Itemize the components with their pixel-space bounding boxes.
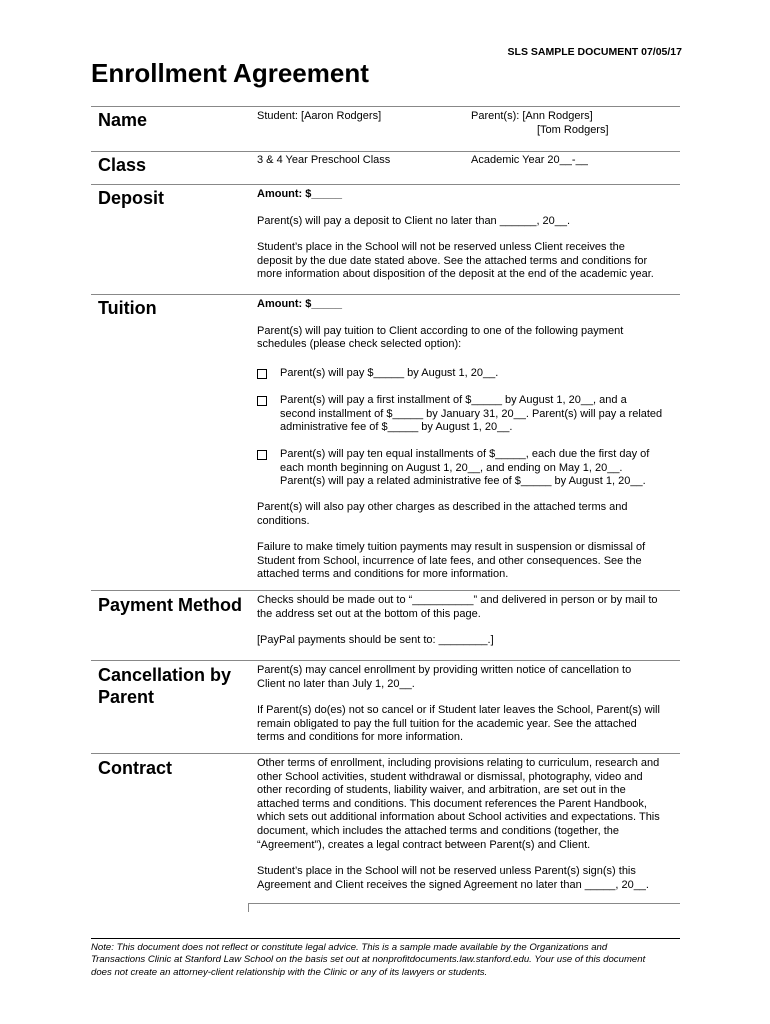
paypal-instructions: [PayPal payments should be sent to: ________.]	[257, 634, 494, 647]
deposit-reservation-text: Student’s place in the School will not be reserved unless Client receives the deposit by the due date stated above. See the attached terms and conditions for more information about disposition of the deposit at the end of the academic year.	[257, 241, 654, 281]
student-name: Student: [Aaron Rodgers]	[257, 110, 382, 122]
late-payment-text: Failure to make timely tuition payments may result in suspension or dismissal of Student from School, incurrence of late fees, and other consequences. See the attached terms and conditions for more information.	[257, 541, 646, 581]
other-charges-text: Parent(s) will also pay other charges as described in the attached terms and conditions.	[257, 501, 628, 527]
tuition-amount: Amount: $_____	[257, 298, 342, 310]
payment-method-section	[91, 590, 680, 663]
page-title: Enrollment Agreement	[91, 58, 369, 88]
checks-instructions: Checks should be made out to “__________” and delivered in person or by mail to the address set out at the bottom of this page.	[257, 594, 658, 620]
document-label: SLS SAMPLE DOCUMENT 07/05/17	[507, 46, 682, 58]
payment-option-1[interactable]: Parent(s) will pay $_____ by August 1, 20__.	[257, 367, 677, 381]
payment-method-label: Payment Method	[98, 595, 243, 615]
cancellation-section	[91, 660, 680, 755]
checkbox-icon[interactable]	[257, 450, 267, 460]
signature-deadline-text: Student’s place in the School will not be reserved unless Parent(s) sign(s) this Agreement and Client receives the signed Agreement no later than _____, 20__.	[257, 865, 649, 891]
checkbox-icon[interactable]	[257, 369, 267, 379]
contract-label: Contract	[98, 758, 173, 778]
parents-line-2: [Tom Rodgers]	[537, 123, 609, 136]
payment-option-3[interactable]: Parent(s) will pay ten equal installments of $_____, each due the first day of each month beginning on August 1, 20__, and ending on May 1, 20__. Parent(s) will pay a related administrative fee of $_____ by August 1, 20__.	[257, 448, 677, 489]
contract-section	[91, 753, 680, 904]
footer-disclaimer: Note: This document does not reflect or constitute legal advice. This is a sample made available by the Organizations and Transactions Clinic at Stanford Law School on the basis set out at nonprofitdocuments.law.stanford.edu. Your use of this document does not create an attorney-client relationship with the Clinic or any of its lawyers or students.	[91, 942, 646, 978]
class-label: Class	[98, 155, 147, 175]
contract-terms-text: Other terms of enrollment, including provisions relating to curriculum, research and other School activities, student withdrawal or dismissal, photography, video and other recording of students, liability waiver, and arbitration, are set out in the attached terms and conditions. This document references the Parent Handbook, which sets out additional information about School activities and expectations. This document, which includes the attached terms and conditions (together, the “Agreement”), creates a legal contract between Parent(s) and Client.	[257, 757, 660, 851]
class-section	[91, 151, 680, 186]
name-section	[91, 106, 680, 153]
deposit-amount: Amount: $_____	[257, 188, 342, 200]
tuition-intro: Parent(s) will pay tuition to Client according to one of the following payment schedules (please check selected option):	[257, 324, 624, 351]
tuition-section	[91, 294, 680, 591]
deposit-due-text: Parent(s) will pay a deposit to Client no later than ______, 20__.	[257, 214, 571, 227]
tuition-label: Tuition	[98, 298, 157, 318]
deposit-label: Deposit	[98, 188, 165, 208]
cancellation-notice-text: Parent(s) may cancel enrollment by providing written notice of cancellation to Client no later than July 1, 20__.	[257, 664, 632, 690]
footer-divider	[91, 938, 680, 939]
class-value: 3 & 4 Year Preschool Class	[257, 154, 391, 166]
checkbox-icon[interactable]	[257, 396, 267, 406]
deposit-section	[91, 184, 680, 297]
cancellation-obligation-text: If Parent(s) do(es) not so cancel or if Student later leaves the School, Parent(s) will remain obligated to pay the full tuition for the academic year. See the attached terms and conditions for more information.	[257, 704, 660, 744]
name-label: Name	[98, 110, 148, 130]
section-bottom-tick	[248, 903, 249, 912]
cancellation-label: Cancellation by Parent	[98, 665, 232, 707]
payment-option-2[interactable]: Parent(s) will pay a first installment of $_____ by August 1, 20__, and a second installment of $_____ by January 31, 20__. Parent(s) will pay a related administrative fee of $_____ by August 1, 20__.	[257, 394, 677, 435]
parents-line-1: Parent(s): [Ann Rodgers]	[471, 110, 593, 122]
academic-year: Academic Year 20__-__	[471, 154, 588, 166]
section-bottom-divider	[248, 903, 680, 904]
